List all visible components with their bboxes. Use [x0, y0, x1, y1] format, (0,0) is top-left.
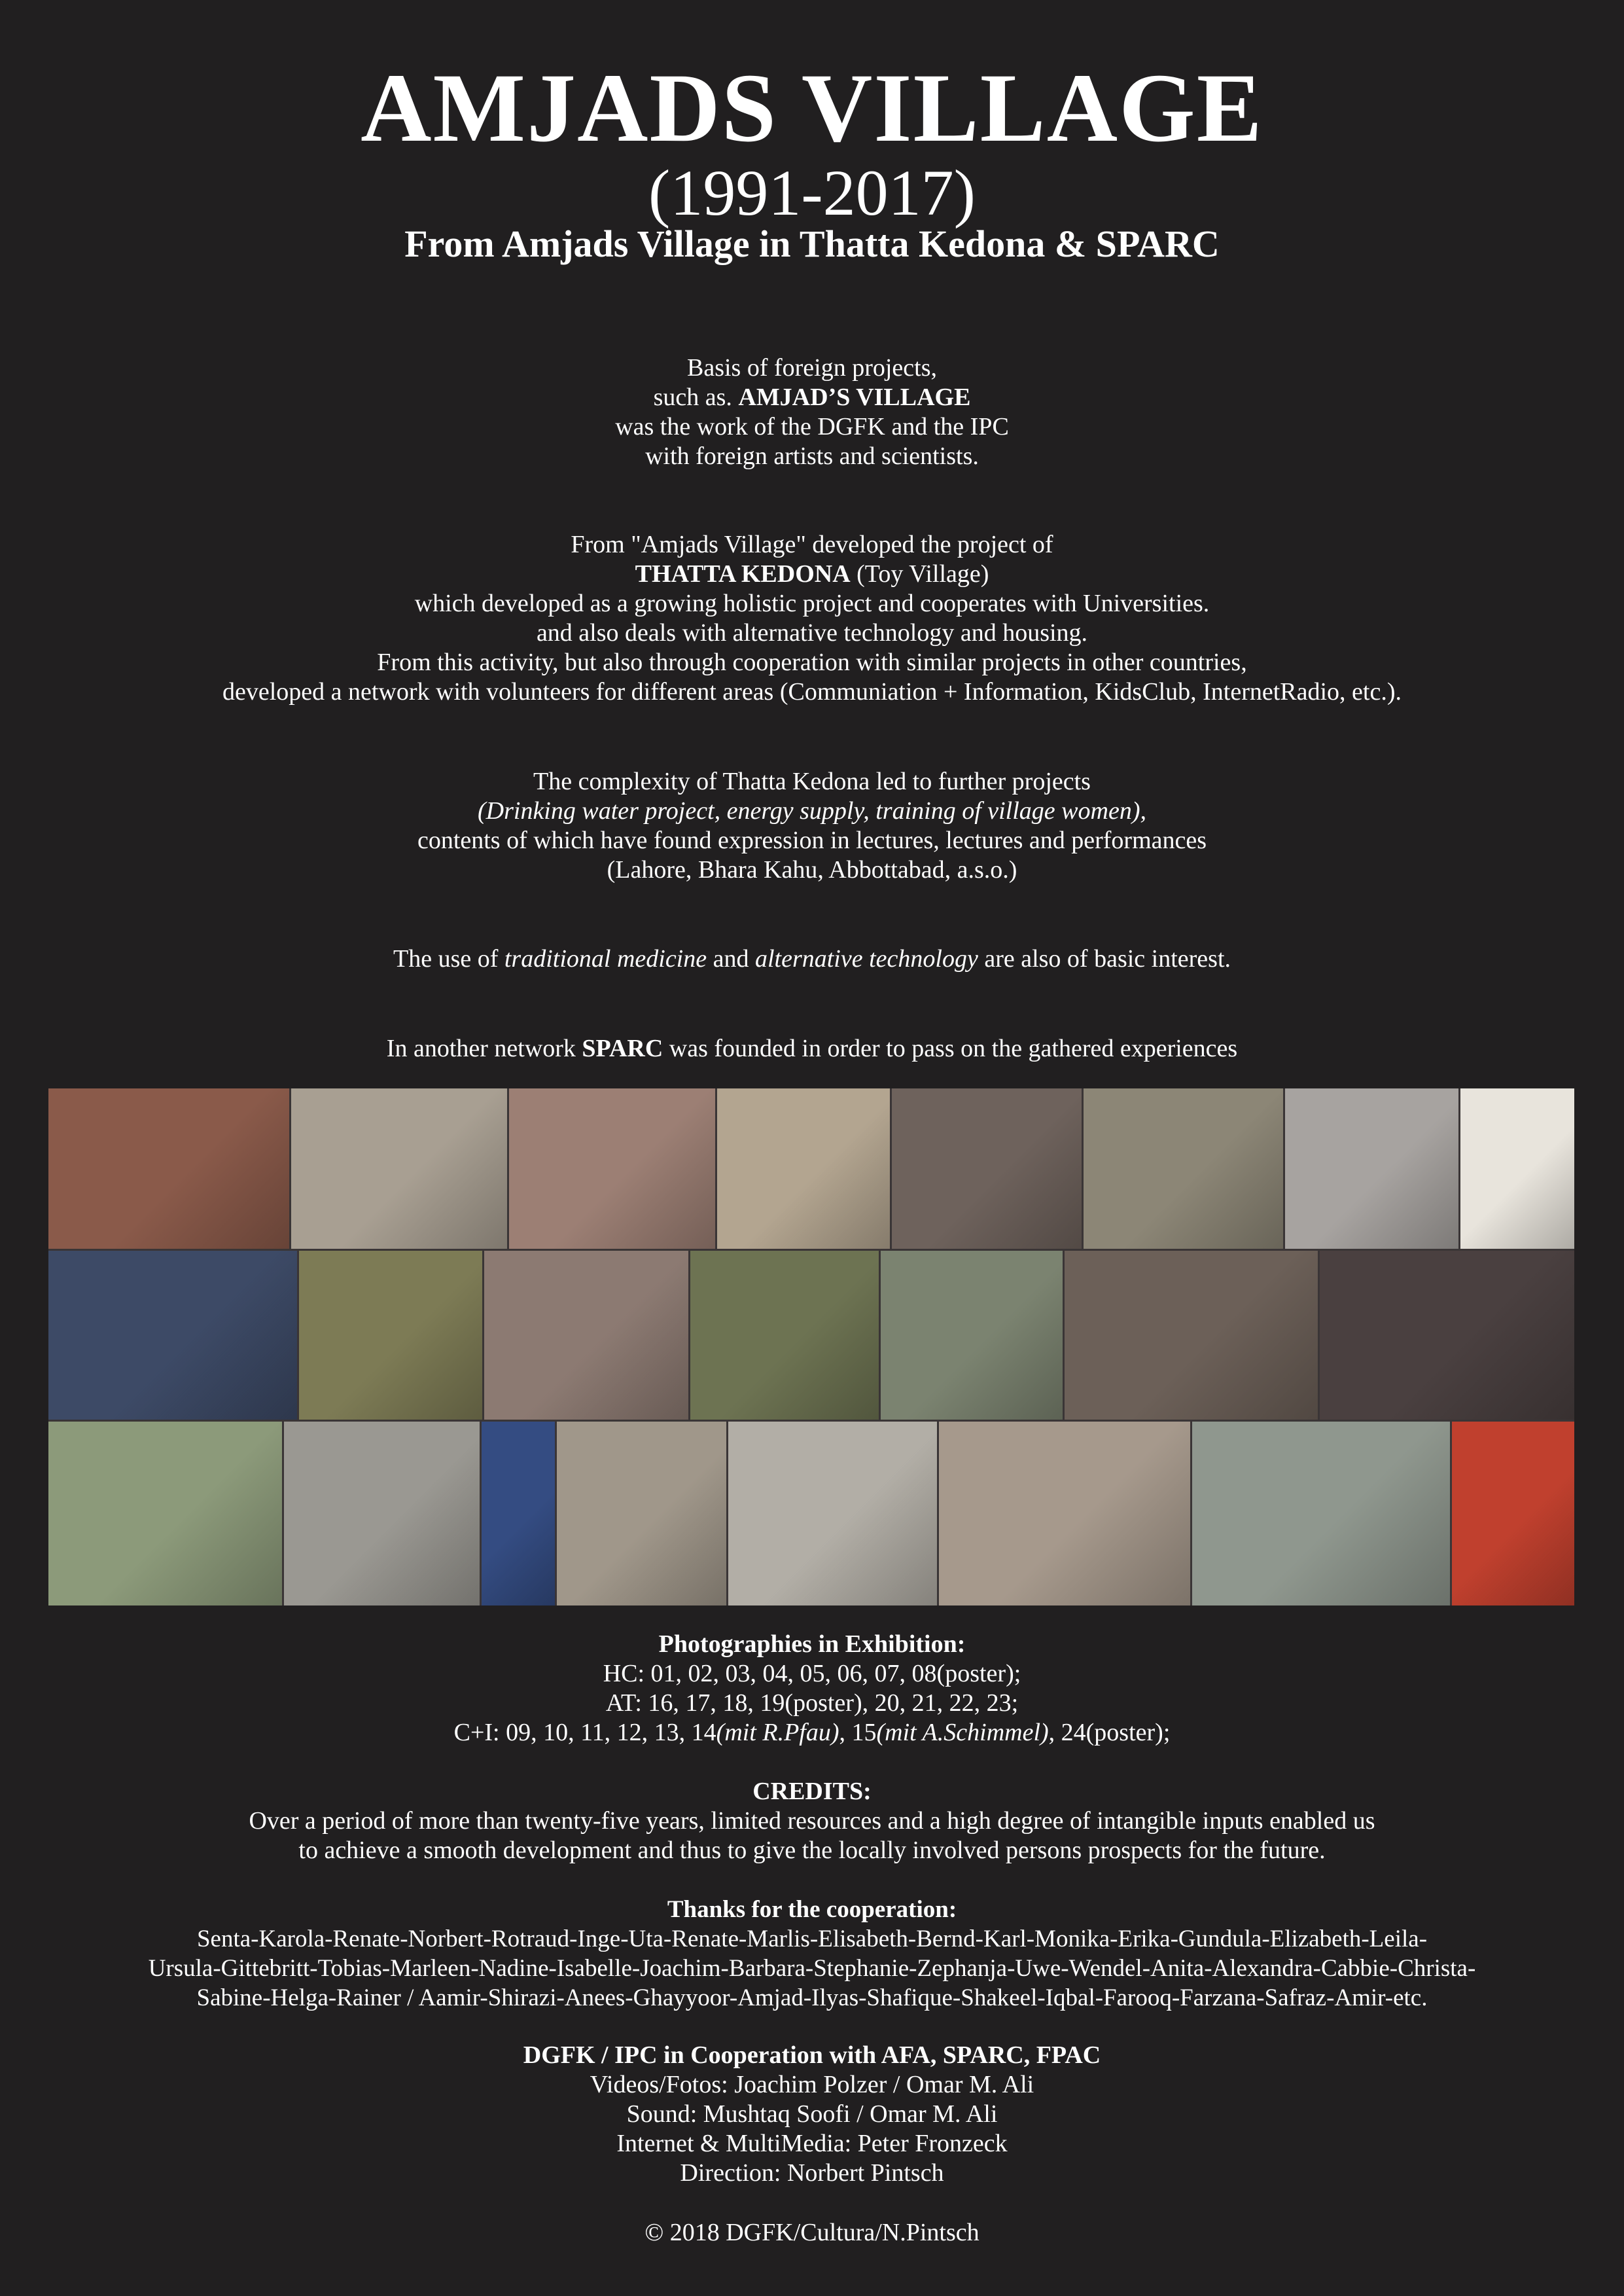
photo-tile [1192, 1422, 1450, 1605]
text-line: Internet & MultiMedia: Peter Fronzeck [616, 2130, 1008, 2157]
poster-tile [1452, 1422, 1574, 1605]
text-line: Ursula-Gittebritt-Tobias-Marleen-Nadine-Isabelle-Joachim-Barbara-Stephanie-Zephanja-Uwe-Wendel-Anita-Alexandra-Cabbie-Christa- [148, 1955, 1476, 1982]
intro-paragraph-5 [0, 1034, 1624, 1064]
text-line [0, 1034, 1624, 1064]
text-line: which developed as a growing holistic project and cooperates with Universities. [414, 590, 1210, 617]
text-line: From "Amjads Village" developed the project of [571, 531, 1053, 558]
text-span: traditional medicine [504, 945, 707, 973]
text-line: and also deals with alternative technology and housing. [536, 619, 1088, 647]
text-line: AT: 16, 17, 18, 19(poster), 20, 21, 22, 23; [605, 1689, 1019, 1717]
photo-row-2 [48, 1251, 1574, 1420]
intro-paragraph-1 [0, 353, 1624, 471]
text-span: The use of [393, 945, 504, 973]
text-line: (Lahore, Bhara Kahu, Abbottabad, a.s.o.) [607, 856, 1017, 884]
intro-paragraph-3 [0, 767, 1624, 885]
photo-tile [1065, 1251, 1318, 1420]
intro-paragraph-4 [0, 944, 1624, 974]
section-heading: Photographies in Exhibition: [658, 1630, 966, 1658]
text-line: Videos/Fotos: Joachim Polzer / Omar M. Ali [590, 2071, 1034, 2098]
year-range: (1991-2017) [648, 156, 976, 229]
text-span: alternative technology [754, 945, 978, 973]
text-line: with foreign artists and scientists. [645, 442, 979, 470]
text-line: Basis of foreign projects, [686, 354, 938, 382]
text-line: (Drinking water project, energy supply, training of village women), [478, 797, 1146, 825]
intro-paragraph-2 [0, 530, 1624, 707]
page-subtitle: From Amjads Village in Thatta Kedona & SPARC [404, 223, 1220, 265]
text-span: , 24(poster); [1048, 1719, 1171, 1746]
photo-tile [892, 1088, 1082, 1249]
text-line: Sound: Mushtaq Soofi / Omar M. Ali [626, 2100, 998, 2128]
cooperation-section [0, 2041, 1624, 2188]
text-line: Direction: Norbert Pintsch [680, 2159, 944, 2187]
text-line: Senta-Karola-Renate-Norbert-Rotraud-Inge-Uta-Renate-Marlis-Elisabeth-Bernd-Karl-Monika-Erika-Gundula-Elizabeth-Leila- [196, 1926, 1428, 1952]
text-line: Sabine-Helga-Rainer / Aamir-Shirazi-Anees-Ghayyoor-Amjad-Ilyas-Shafique-Shakeel-Iqbal-Farooq-Farzana-Safraz-Amir-etc. [196, 1984, 1428, 2011]
text-span: was founded in order to pass on the gathered experiences [663, 1035, 1238, 1062]
text-line: Over a period of more than twenty-five years, limited resources and a high degree of intangible inputs enabled us [249, 1807, 1375, 1835]
text-line [0, 383, 1624, 412]
text-span: In another network [386, 1035, 582, 1062]
photo-row-1 [48, 1088, 1574, 1249]
text-line: HC: 01, 02, 03, 04, 05, 06, 07, 08(poster); [603, 1660, 1021, 1687]
credits-section [0, 1777, 1624, 1865]
text-span: (Toy Village) [850, 560, 989, 588]
network-name: SPARC [582, 1035, 663, 1062]
section-heading: Thanks for the cooperation: [667, 1896, 957, 1923]
text-line: contents of which have found expression in lectures, lectures and performances [417, 827, 1207, 854]
text-line: The complexity of Thatta Kedona led to further projects [533, 768, 1091, 795]
project-name: THATTA KEDONA [635, 560, 851, 588]
photo-tile [291, 1088, 507, 1249]
poster-tile [1460, 1088, 1574, 1249]
text-line [0, 944, 1624, 974]
text-line: to achieve a smooth development and thus to give the locally involved persons prospects for the future. [298, 1837, 1326, 1864]
photo-tile [939, 1422, 1190, 1605]
text-span: and [707, 945, 755, 973]
section-heading: DGFK / IPC in Cooperation with AFA, SPARC, FPAC [523, 2041, 1101, 2069]
photo-tile [299, 1251, 482, 1420]
thanks-section [0, 1895, 1624, 2013]
photo-tile [284, 1422, 480, 1605]
photo-tile [728, 1422, 937, 1605]
text-span: (mit R.Pfau) [716, 1719, 839, 1746]
photo-tile [48, 1422, 282, 1605]
text-span: are also of basic interest. [978, 945, 1231, 973]
photo-tile [484, 1251, 689, 1420]
exhibition-section [0, 1630, 1624, 1748]
photo-tile [509, 1088, 715, 1249]
text-line [0, 1718, 1624, 1748]
photo-tile [1084, 1088, 1283, 1249]
poster-tile [482, 1422, 555, 1605]
photo-tile [1320, 1251, 1574, 1420]
photo-collage [48, 1088, 1574, 1605]
text-line: From this activity, but also through cooperation with similar projects in other countries, [377, 649, 1247, 676]
copyright: © 2018 DGFK/Cultura/N.Pintsch [644, 2219, 980, 2246]
text-line: was the work of the DGFK and the IPC [615, 413, 1009, 440]
section-heading: CREDITS: [752, 1778, 872, 1805]
project-name: AMJAD’S VILLAGE [738, 384, 971, 411]
photo-tile [1285, 1088, 1458, 1249]
photo-row-3 [48, 1422, 1574, 1605]
photo-tile [690, 1251, 879, 1420]
photo-tile [557, 1422, 726, 1605]
photo-tile [48, 1251, 297, 1420]
text-line [0, 560, 1624, 589]
text-span: C+I: 09, 10, 11, 12, 13, 14 [453, 1719, 716, 1746]
page-title: AMJADS VILLAGE [361, 54, 1263, 162]
text-span: (mit A.Schimmel) [876, 1719, 1049, 1746]
text-span: such as. [653, 384, 739, 411]
photo-tile [48, 1088, 289, 1249]
text-span: , 15 [839, 1719, 877, 1746]
text-line: developed a network with volunteers for different areas (Communiation + Information, KidsClub, InternetRadio, etc.). [222, 678, 1402, 706]
photo-tile [881, 1251, 1063, 1420]
photo-tile [717, 1088, 891, 1249]
